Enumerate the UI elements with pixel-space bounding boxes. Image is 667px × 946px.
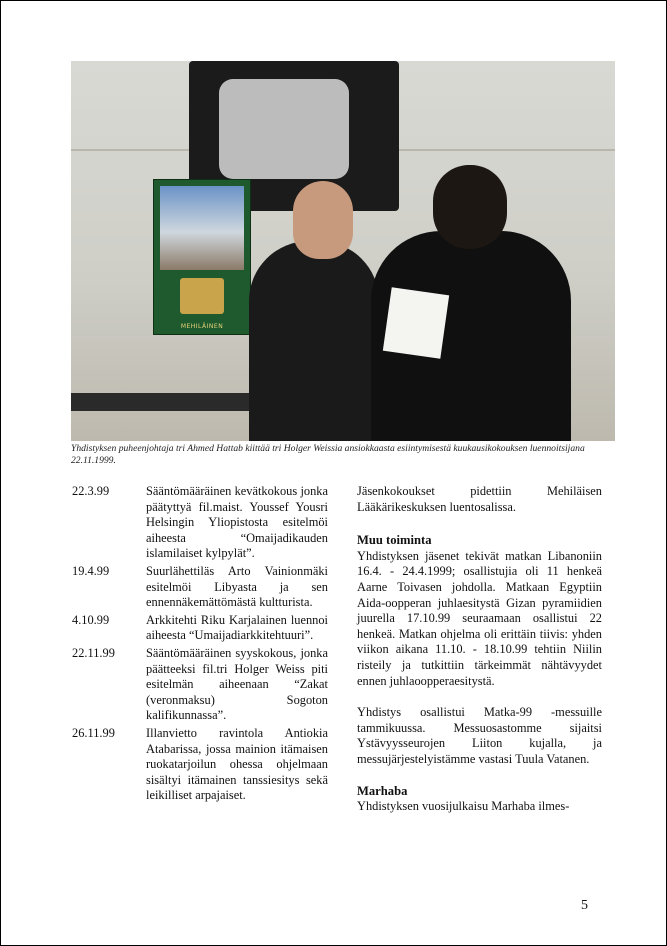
poster — [153, 179, 251, 335]
section-heading-muu-toiminta: Muu toiminta — [357, 533, 432, 548]
event-text: Suurlähettiläs Arto Vainionmäki esitelmöi Libyasta ja sen ennennäkemättömästä kultturista. — [146, 563, 328, 610]
person-left — [249, 241, 379, 441]
event-text: Sääntömääräinen kevätkokous jonka päätyttyä fil.maist. Youssef Yousri Helsingin Yliopistosta esitelmöi aiheesta “Omaijadikauden islamilaiset kylpylät”. — [146, 484, 328, 561]
tv-screen — [219, 79, 349, 179]
event-entry — [72, 613, 342, 644]
photo-caption: Yhdistyksen puheenjohtaja tri Ahmed Hattab kiittää tri Holger Weissia ansiokkaasta esiintymisestä kuukausikokouksen luennoitsijana 22.11.1999. — [71, 443, 585, 466]
section-heading-marhaba: Marhaba — [357, 783, 408, 798]
paragraph-trips: Yhdistyksen jäsenet tekivät matkan Libanoniin 16.4. - 24.4.1999; osallistujia oli 11 henkeä Aarne Toivasen johdolla. Matkaan Egyptiin Aida-oopperan juhlaesitystä Gizan pyramiidien juurella 17.10.99 seuraamaan osallistui 22 henkeä. Matkan ohjelma oli erittäin tiivis: yhden viikon aikana 11.10. - 18.10.99 tehtiin Niilin risteily ja tutkittiin tärkeimmät nähtävyydet ennen juhlaoopperaesitystä. — [357, 548, 602, 688]
event-date: 22.11.99 — [72, 645, 115, 660]
event-date: 22.3.99 — [72, 484, 110, 498]
counter — [71, 393, 271, 411]
paragraph-marhaba: Yhdistyksen vuosijulkaisu Marhaba ilmes- — [357, 799, 570, 814]
person-left-head — [293, 181, 353, 259]
page-number: 5 — [581, 898, 588, 913]
photograph — [71, 61, 615, 441]
event-entry — [72, 646, 342, 724]
event-entry — [72, 484, 342, 562]
intro-paragraph: Jäsenkokoukset pidettiin Mehiläisen Lääkärikeskuksen luentosalissa. — [357, 484, 602, 514]
event-text: Sääntömääräinen syyskokous, jonka päätteeksi fil.tri Holger Weiss piti esitelmän aiheenaan “Zakat (veronmaksu) Sogoton kalifikunnassa”. — [146, 645, 328, 723]
event-text: Illanvietto ravintola Antiokia Atabarissa, jossa mainion itämaisen ruokatarjoilun ohessa ohjelmaan sisältyi itämainen tanssiesitys sekä leikilliset arpajaiset. — [146, 725, 328, 803]
event-date: 4.10.99 — [72, 612, 110, 627]
events-list — [72, 484, 342, 806]
event-entry — [72, 564, 342, 611]
event-entry — [72, 726, 342, 804]
event-date: 26.11.99 — [72, 725, 115, 740]
certificate-paper — [383, 287, 449, 358]
person-right-head — [433, 165, 507, 249]
poster-building-image — [160, 186, 244, 270]
event-text: Arkkitehti Riku Karjalainen luennoi aiheesta “Umaijadiarkkitehtuuri”. — [146, 612, 328, 643]
paragraph-fair: Yhdistys osallistui Matka-99 -messuille tammikuussa. Messuosastomme sijaitsi Ystävyysseurojen Liiton kujalla, ja messujärjestelyistämme vastasi Tuula Vatanen. — [357, 705, 602, 766]
poster-label: MEHILÄINEN — [180, 323, 224, 330]
right-column — [357, 484, 602, 815]
event-date: 19.4.99 — [72, 563, 110, 578]
poster-badge — [180, 278, 224, 314]
